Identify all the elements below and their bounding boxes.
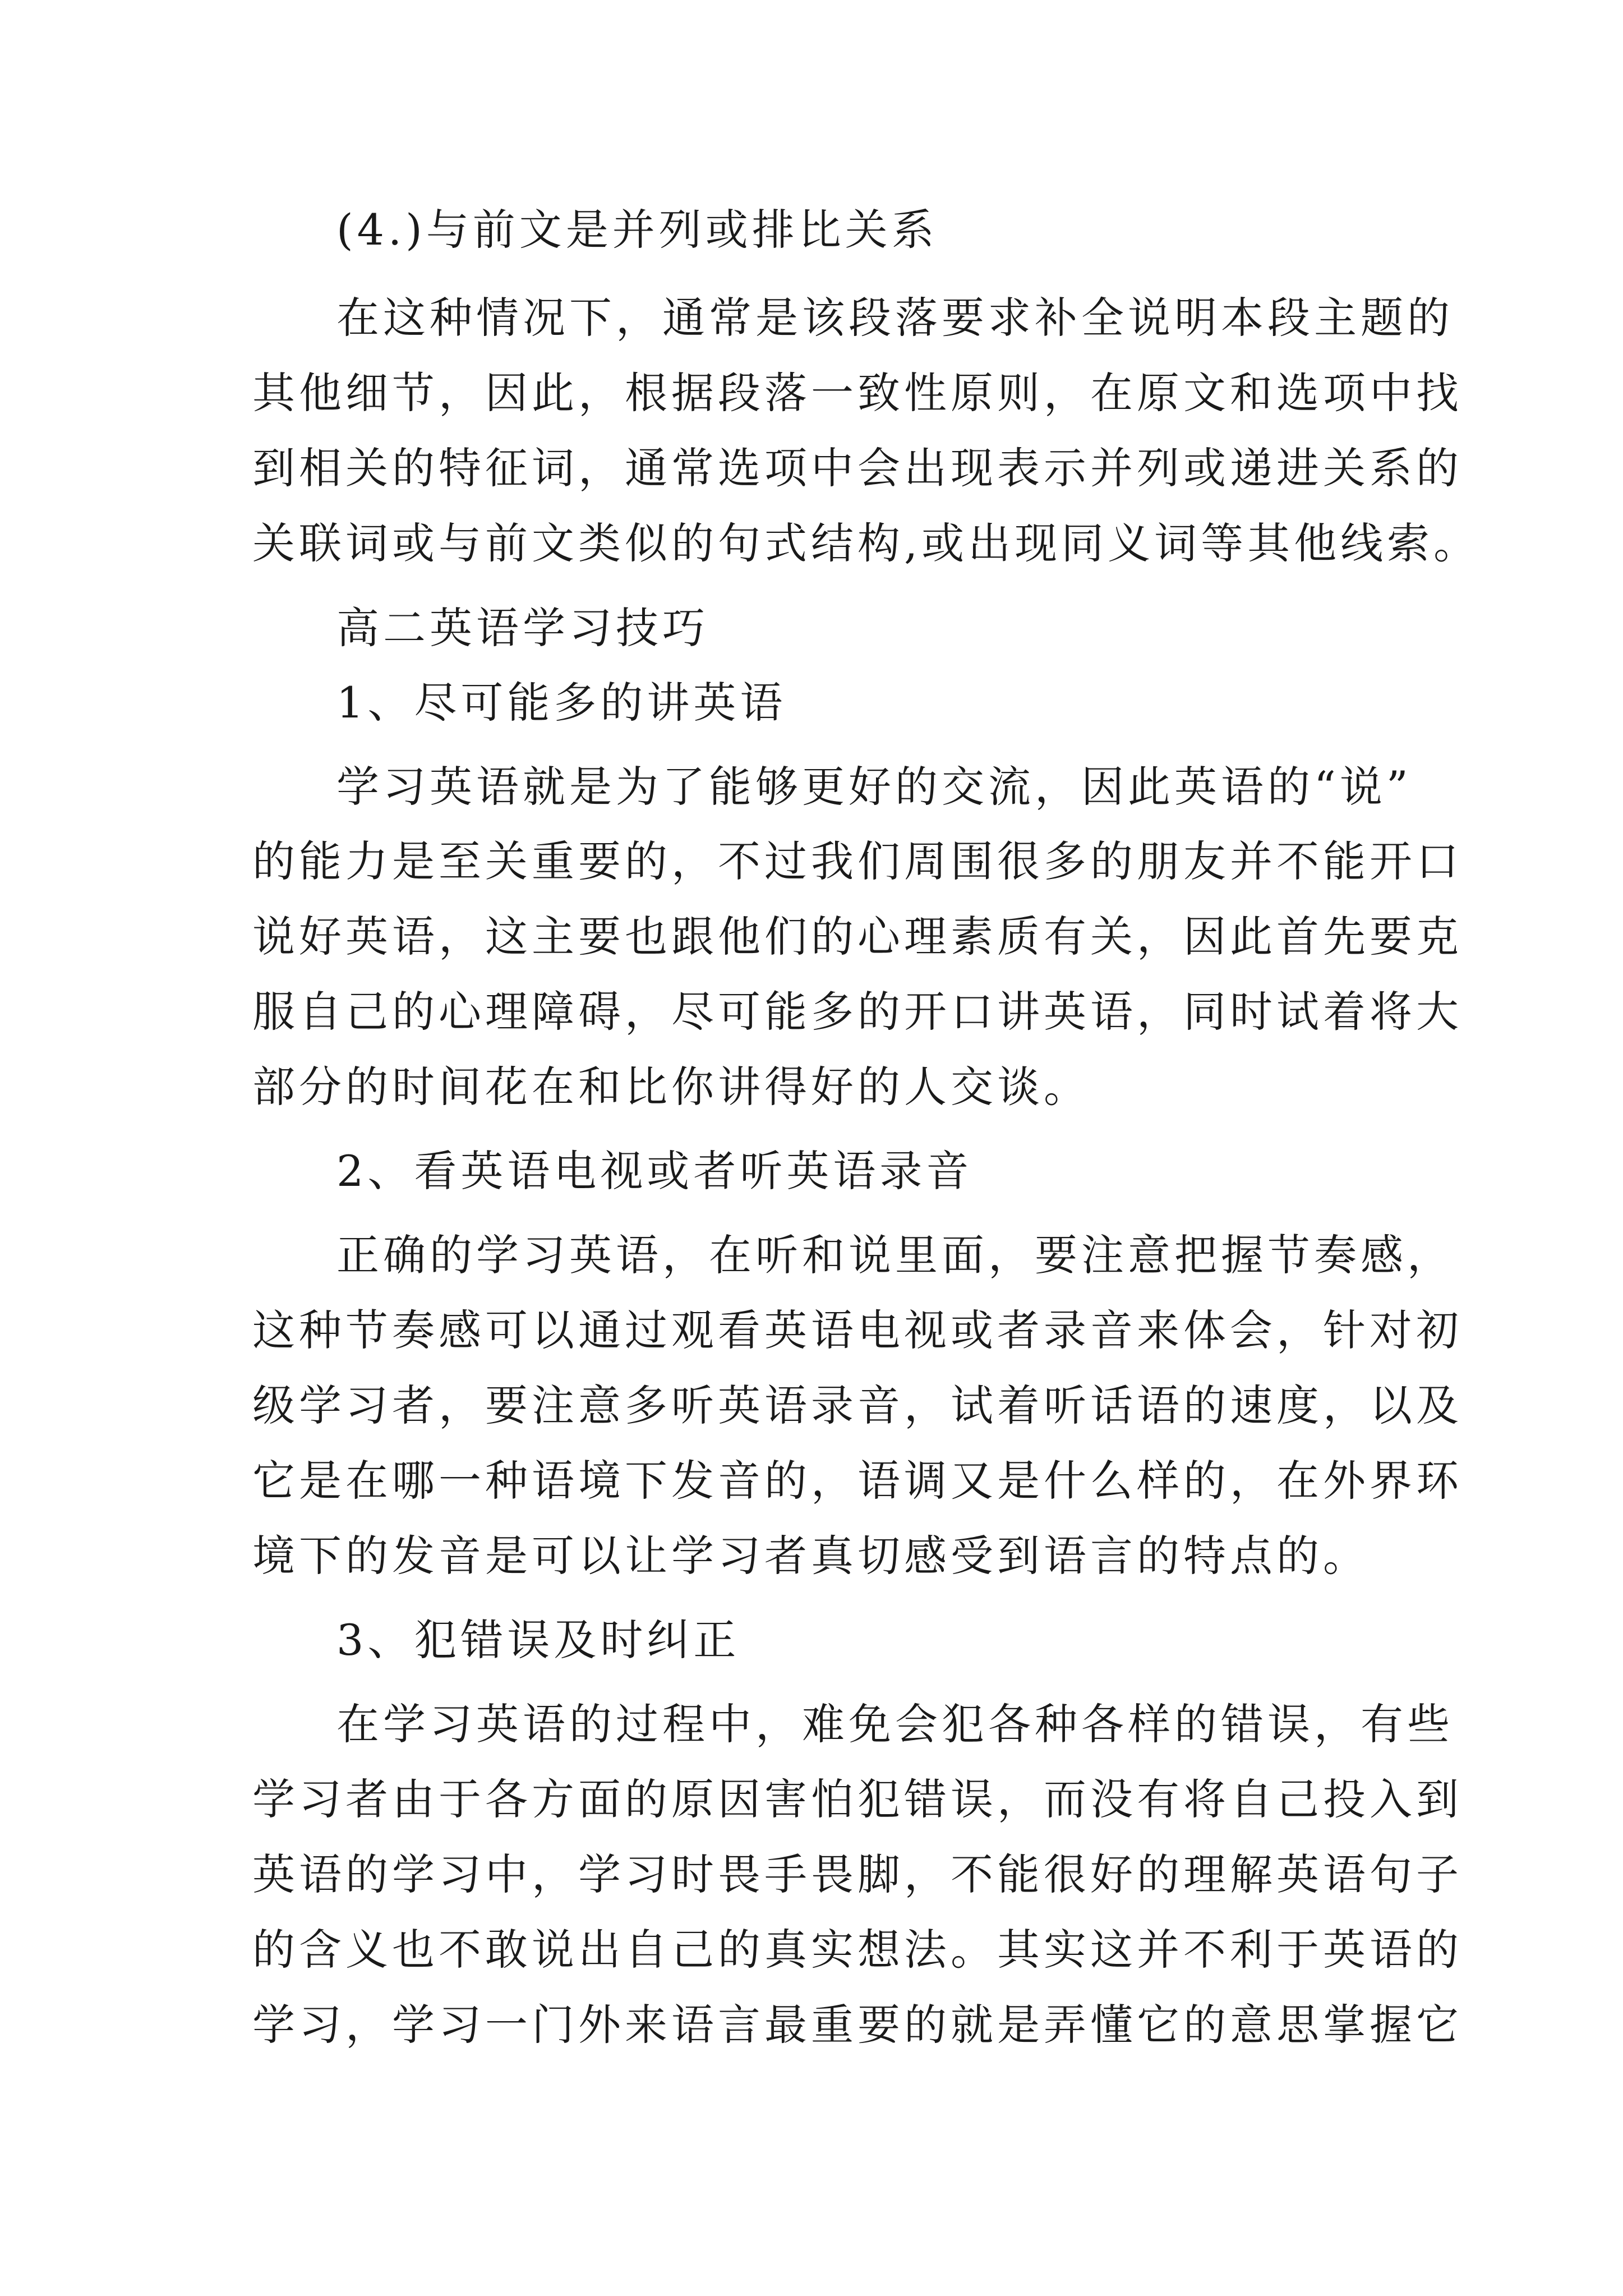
paragraph-line: 学习英语就是为了能够更好的交流，因此英语的“说” bbox=[336, 762, 1412, 812]
paragraph-line: 级学习者，要注意多听英语录音，试着听话语的速度，以及 bbox=[252, 1381, 1463, 1430]
paragraph-line: 的能力是至关重要的，不过我们周围很多的朋友并不能开口 bbox=[252, 836, 1463, 886]
section-heading: 高二英语学习技巧 bbox=[336, 603, 709, 653]
paragraph-line: 部分的时间花在和比你讲得好的人交谈。 bbox=[252, 1062, 1090, 1112]
paragraph-line: 服自己的心理障碍，尽可能多的开口讲英语，同时试着将大 bbox=[252, 987, 1463, 1037]
paragraph-line: 的含义也不敢说出自己的真实想法。其实这并不利于英语的 bbox=[252, 1925, 1463, 1975]
paragraph-line: 学习，学习一门外来语言最重要的就是弄懂它的意思掌握它 bbox=[252, 2000, 1463, 2050]
paragraph-line: 关联词或与前文类似的句式结构,或出现同义词等其他线索。 bbox=[252, 518, 1481, 568]
subheading-parallel-relation: (4.)与前文是并列或排比关系 bbox=[336, 205, 938, 255]
paragraph-line: 说好英语，这主要也跟他们的心理素质有关，因此首先要克 bbox=[252, 912, 1463, 961]
tip-heading-3: 3、犯错误及时纠正 bbox=[336, 1615, 740, 1665]
paragraph-line: 到相关的特征词，通常选项中会出现表示并列或递进关系的 bbox=[252, 443, 1463, 493]
paragraph-line: 英语的学习中，学习时畏手畏脚，不能很好的理解英语句子 bbox=[252, 1849, 1463, 1899]
paragraph-line: 在学习英语的过程中，难免会犯各种各样的错误，有些 bbox=[336, 1699, 1454, 1749]
paragraph-line: 正确的学习英语，在听和说里面，要注意把握节奏感， bbox=[336, 1230, 1454, 1280]
tip-heading-1: 1、尽可能多的讲英语 bbox=[336, 678, 787, 728]
paragraph-line: 其他细节，因此，根据段落一致性原则，在原文和选项中找 bbox=[252, 368, 1463, 418]
paragraph-line: 在这种情况下，通常是该段落要求补全说明本段主题的 bbox=[336, 293, 1454, 343]
paragraph-line: 这种节奏感可以通过观看英语电视或者录音来体会，针对初 bbox=[252, 1305, 1463, 1355]
paragraph-line: 学习者由于各方面的原因害怕犯错误，而没有将自己投入到 bbox=[252, 1774, 1463, 1824]
paragraph-line: 境下的发音是可以让学习者真切感受到语言的特点的。 bbox=[252, 1531, 1370, 1581]
paragraph-line: 它是在哪一种语境下发音的，语调又是什么样的，在外界环 bbox=[252, 1456, 1463, 1506]
tip-heading-2: 2、看英语电视或者听英语录音 bbox=[336, 1146, 973, 1196]
